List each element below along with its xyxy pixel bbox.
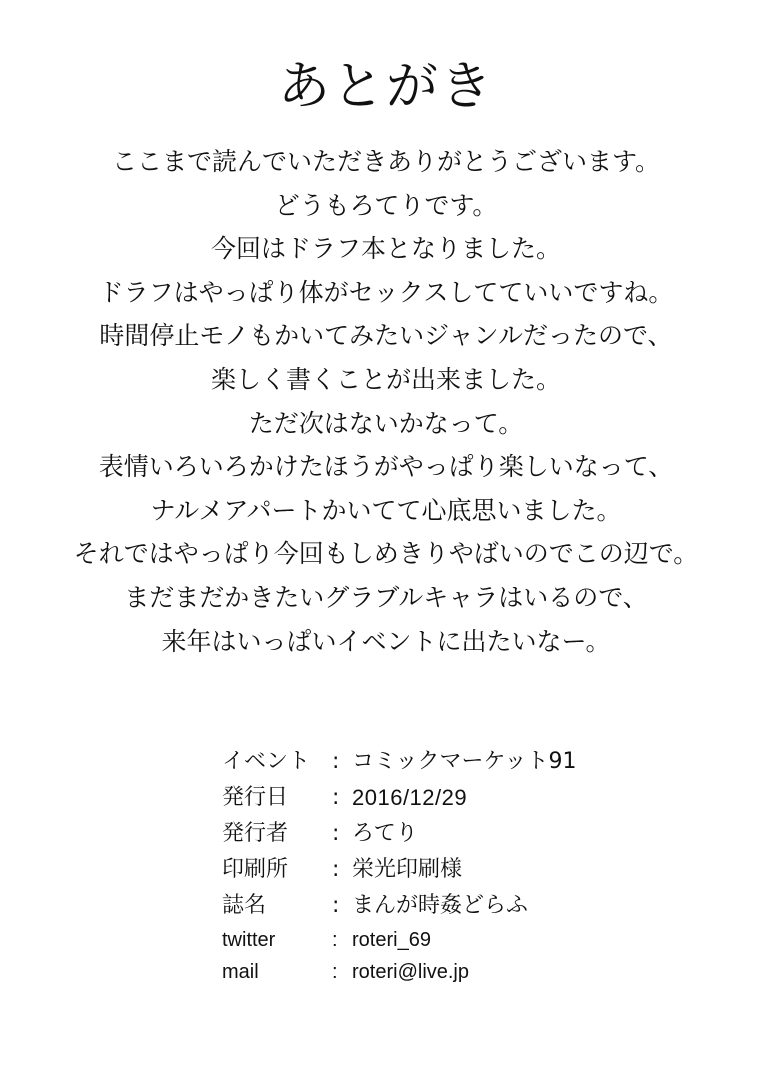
colophon-label: 誌名 (222, 893, 267, 918)
colophon-row-twitter (222, 924, 642, 956)
colophon (222, 744, 642, 988)
colophon-value: 栄光印刷様 (352, 857, 463, 882)
colophon-row-printer (222, 852, 642, 888)
colophon-value: コミックマーケット91 (352, 749, 577, 774)
colophon-label: 発行日 (222, 785, 289, 810)
colophon-separator: : (332, 857, 340, 882)
message-line: 来年はいっぱいイベントに出たいなー。 (161, 626, 611, 656)
colophon-label: twitter (222, 929, 276, 951)
colophon-label: 発行者 (222, 821, 289, 846)
colophon-separator: : (332, 929, 338, 951)
colophon-value: まんが時姦どらふ (352, 893, 529, 918)
message-line: 時間停止モノもかいてみたいジャンルだったので、 (99, 321, 673, 351)
message-line: 楽しく書くことが出来ました。 (210, 364, 561, 394)
message-line: まだまだかきたいグラブルキャラはいるので、 (124, 582, 648, 612)
message-line: ここまで読んでいただきありがとうございます。 (111, 147, 660, 176)
message-line: ドラフはやっぱり体がセックスしてていいですね。 (98, 277, 674, 307)
colophon-separator: : (332, 785, 340, 810)
colophon-row-issue-date (222, 780, 642, 816)
message-line: 今回はドラフ本となりました。 (210, 234, 561, 264)
colophon-value: 2016/12/29 (352, 785, 468, 810)
colophon-row-mail (222, 956, 642, 988)
colophon-value: roteri@live.jp (352, 961, 470, 983)
colophon-value: ろてり (352, 821, 418, 846)
colophon-row-event (222, 744, 642, 780)
colophon-row-publisher (222, 816, 642, 852)
message-line: ナルメアパートかいてて心底思いました。 (150, 495, 622, 525)
message-line: どうもろてりです。 (274, 190, 498, 220)
colophon-label: イベント (222, 749, 311, 774)
colophon-separator: : (332, 893, 340, 918)
colophon-separator: : (332, 749, 340, 774)
colophon-label: 印刷所 (222, 857, 289, 882)
message-line: それではやっぱり今回もしめきりやばいのでこの辺で。 (73, 539, 699, 569)
message-line: 表情いろいろかけたほうがやっぱり楽しいなって、 (98, 452, 674, 482)
afterword-message (0, 140, 772, 663)
colophon-row-title (222, 888, 642, 924)
colophon-separator: : (332, 961, 338, 983)
message-line: ただ次はないかなって。 (248, 408, 524, 438)
colophon-value: roteri_69 (352, 929, 431, 951)
colophon-separator: : (332, 821, 340, 846)
colophon-label: mail (222, 961, 259, 983)
page-title: あとがき (277, 57, 494, 117)
